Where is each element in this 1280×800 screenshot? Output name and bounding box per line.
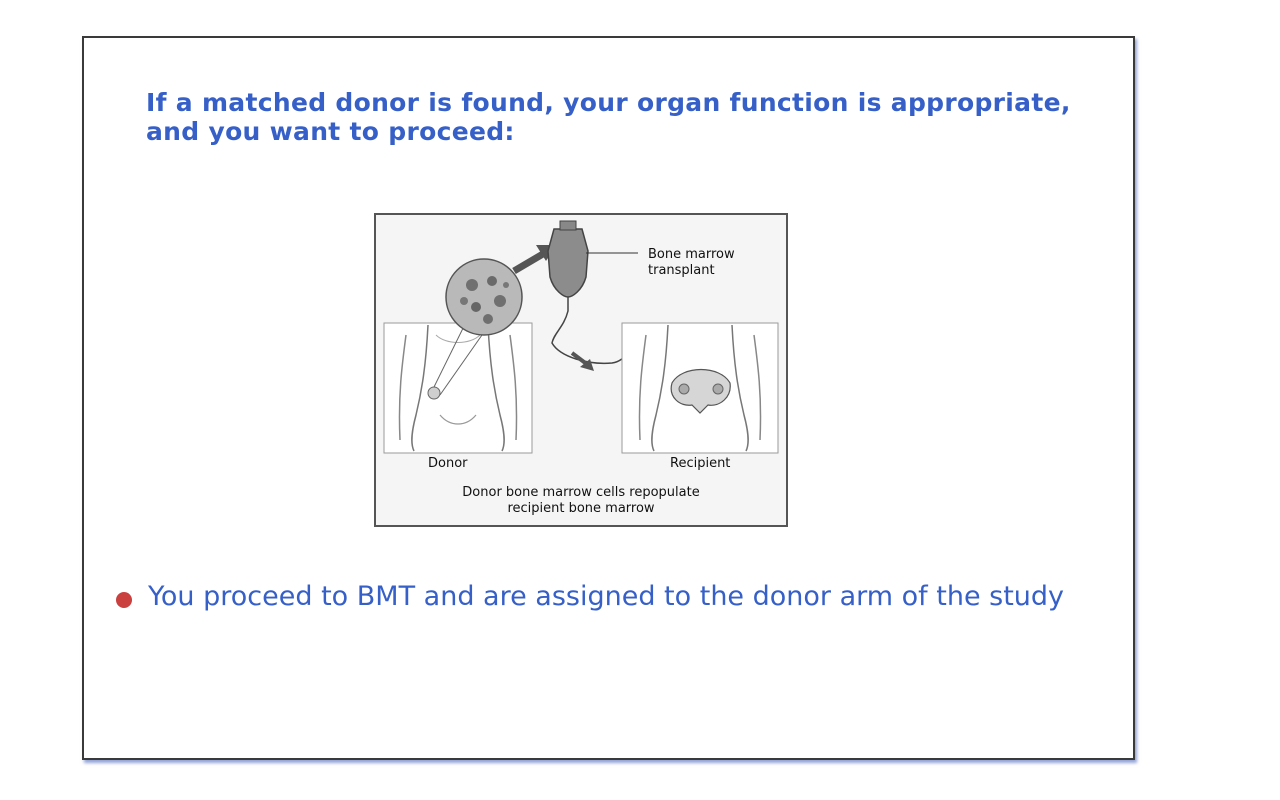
- bmt-illustration-svg: [376, 215, 786, 525]
- slide-heading: If a matched donor is found, your organ function is appropriate, and you want to proceed:: [146, 88, 1071, 146]
- bmt-illustration: [374, 213, 788, 527]
- bullet-text: You proceed to BMT and are assigned to the donor arm of the study: [148, 581, 1065, 612]
- donor-label: Donor: [428, 456, 468, 471]
- caption-line2: recipient bone marrow: [507, 501, 655, 516]
- donor-figure: [384, 310, 532, 453]
- bag-label-line2: transplant: [648, 263, 715, 278]
- caption-line1: Donor bone marrow cells repopulate: [462, 485, 700, 500]
- bone-marrow-magnified: [446, 259, 522, 335]
- bag-label-line1: Bone marrow: [648, 247, 735, 262]
- recipient-label: Recipient: [670, 456, 731, 471]
- bullet-dot-icon: [116, 592, 132, 608]
- recipient-figure: [622, 323, 778, 453]
